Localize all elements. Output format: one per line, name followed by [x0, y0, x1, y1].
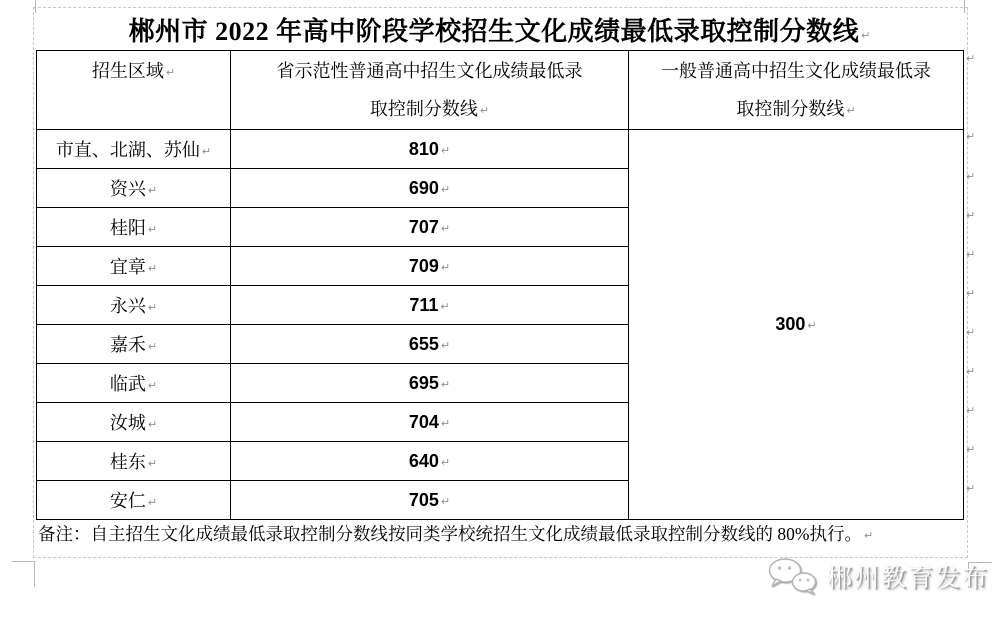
note: [38, 521, 968, 546]
paragraph-mark: ↵: [861, 29, 871, 42]
region-cell: [37, 403, 231, 442]
region-cell: [37, 442, 231, 481]
paragraph-mark: ↵: [440, 221, 451, 235]
score-value: 690: [408, 177, 439, 198]
region-cell: [37, 130, 231, 169]
provincial-score-cell: [231, 169, 629, 208]
score-value: 810: [408, 138, 439, 159]
watermark: [764, 557, 989, 595]
region-cell: [37, 364, 231, 403]
header-line: 一般普通高中招生文化成绩最低录: [661, 61, 931, 81]
paragraph-mark: ↵: [165, 66, 176, 79]
provincial-score-cell: [231, 286, 629, 325]
header-line: 省示范性普通高中招生文化成绩最低录: [276, 61, 583, 81]
region-label: 桂东: [109, 452, 146, 472]
provincial-score-cell: [231, 442, 629, 481]
region-cell: [37, 481, 231, 520]
paragraph-mark: ↵: [147, 457, 158, 470]
score-value: 655: [408, 333, 439, 354]
paragraph-mark: ↵: [147, 379, 158, 392]
provincial-score-cell: [231, 247, 629, 286]
row-end-mark: ↵: [966, 404, 976, 417]
region-cell: [37, 169, 231, 208]
paragraph-mark: ↵: [440, 455, 451, 469]
paragraph-mark: ↵: [863, 529, 874, 542]
region-label: 桂阳: [109, 218, 146, 238]
paragraph-mark: ↵: [147, 340, 158, 353]
general-score-cell: [629, 130, 964, 520]
paragraph-mark: ↵: [440, 416, 451, 430]
region-cell: [37, 247, 231, 286]
row-end-mark: ↵: [966, 287, 976, 300]
provincial-score-cell: [231, 208, 629, 247]
provincial-score-cell: [231, 325, 629, 364]
score-value: 704: [408, 411, 439, 432]
table-row: [37, 130, 964, 169]
paragraph-mark: ↵: [440, 260, 451, 274]
paragraph-mark: ↵: [440, 377, 451, 391]
crop-mark-bottom-left-h: [12, 561, 35, 562]
general-score-value: 300: [775, 314, 806, 334]
paragraph-mark: ↵: [147, 418, 158, 431]
wechat-icon: [764, 557, 820, 595]
region-label: 临武: [109, 374, 146, 394]
region-cell: [37, 208, 231, 247]
header-line: 取控制分数线: [369, 99, 478, 119]
row-end-mark: ↵: [966, 130, 976, 143]
row-end-mark: ↵: [966, 326, 976, 339]
crop-mark-top-right: [964, 0, 965, 13]
score-table: [36, 50, 964, 520]
watermark-label: 郴州教育发布: [827, 565, 990, 592]
paragraph-mark: ↵: [201, 145, 212, 158]
paragraph-mark: ↵: [846, 104, 856, 117]
region-cell: [37, 325, 231, 364]
row-end-mark: ↵: [966, 365, 976, 378]
paragraph-mark: ↵: [440, 299, 450, 313]
score-value: 695: [408, 372, 439, 393]
paragraph-mark: ↵: [440, 182, 451, 196]
page-title: [36, 11, 963, 48]
provincial-score-cell: [231, 364, 629, 403]
region-label: 资兴: [109, 179, 146, 199]
paragraph-mark: ↵: [807, 319, 817, 332]
provincial-score-cell: [231, 481, 629, 520]
paragraph-mark: ↵: [440, 494, 451, 508]
row-end-mark: ↵: [966, 248, 976, 261]
score-value: 709: [408, 255, 439, 276]
crop-mark-bottom-left-v: [34, 561, 35, 587]
score-value: 711: [409, 294, 439, 315]
region-label: 汝城: [109, 413, 146, 433]
region-cell: [37, 286, 231, 325]
score-value: 705: [408, 489, 439, 510]
column-header-region: [37, 51, 231, 130]
score-value: 707: [408, 216, 439, 237]
paragraph-mark: ↵: [440, 338, 451, 352]
column-header-general: [629, 51, 964, 130]
row-end-mark: ↵: [966, 443, 976, 456]
row-end-mark: ↵: [966, 209, 976, 222]
header-row: [37, 51, 964, 130]
region-label: 安仁: [109, 491, 146, 511]
row-end-mark: ↵: [966, 482, 976, 495]
region-label: 永兴: [109, 296, 146, 316]
provincial-score-cell: [231, 403, 629, 442]
paragraph-mark: ↵: [147, 301, 158, 314]
paragraph-mark: ↵: [479, 104, 490, 117]
header-line: 取控制分数线: [736, 99, 845, 119]
paragraph-mark: ↵: [147, 223, 158, 236]
row-end-mark: ↵: [966, 52, 976, 65]
note-text: 备注：自主招生文化成绩最低录取控制分数线按同类学校统招生文化成绩最低录取控制分数线的 80%执行。: [38, 524, 862, 544]
score-value: 640: [408, 450, 439, 471]
paragraph-mark: ↵: [440, 143, 451, 157]
row-end-mark: ↵: [966, 170, 976, 183]
paragraph-mark: ↵: [147, 184, 158, 197]
region-label: 嘉禾: [109, 335, 146, 355]
header-line: 招生区域: [91, 61, 164, 81]
paragraph-mark: ↵: [147, 496, 158, 509]
paragraph-mark: ↵: [147, 262, 158, 275]
region-label: 市直、北湖、苏仙: [55, 140, 200, 160]
provincial-score-cell: [231, 130, 629, 169]
region-label: 宜章: [109, 257, 146, 277]
column-header-provincial: [231, 51, 629, 130]
page-title-text: 郴州市 2022 年高中阶段学校招生文化成绩最低录取控制分数线: [128, 17, 860, 46]
